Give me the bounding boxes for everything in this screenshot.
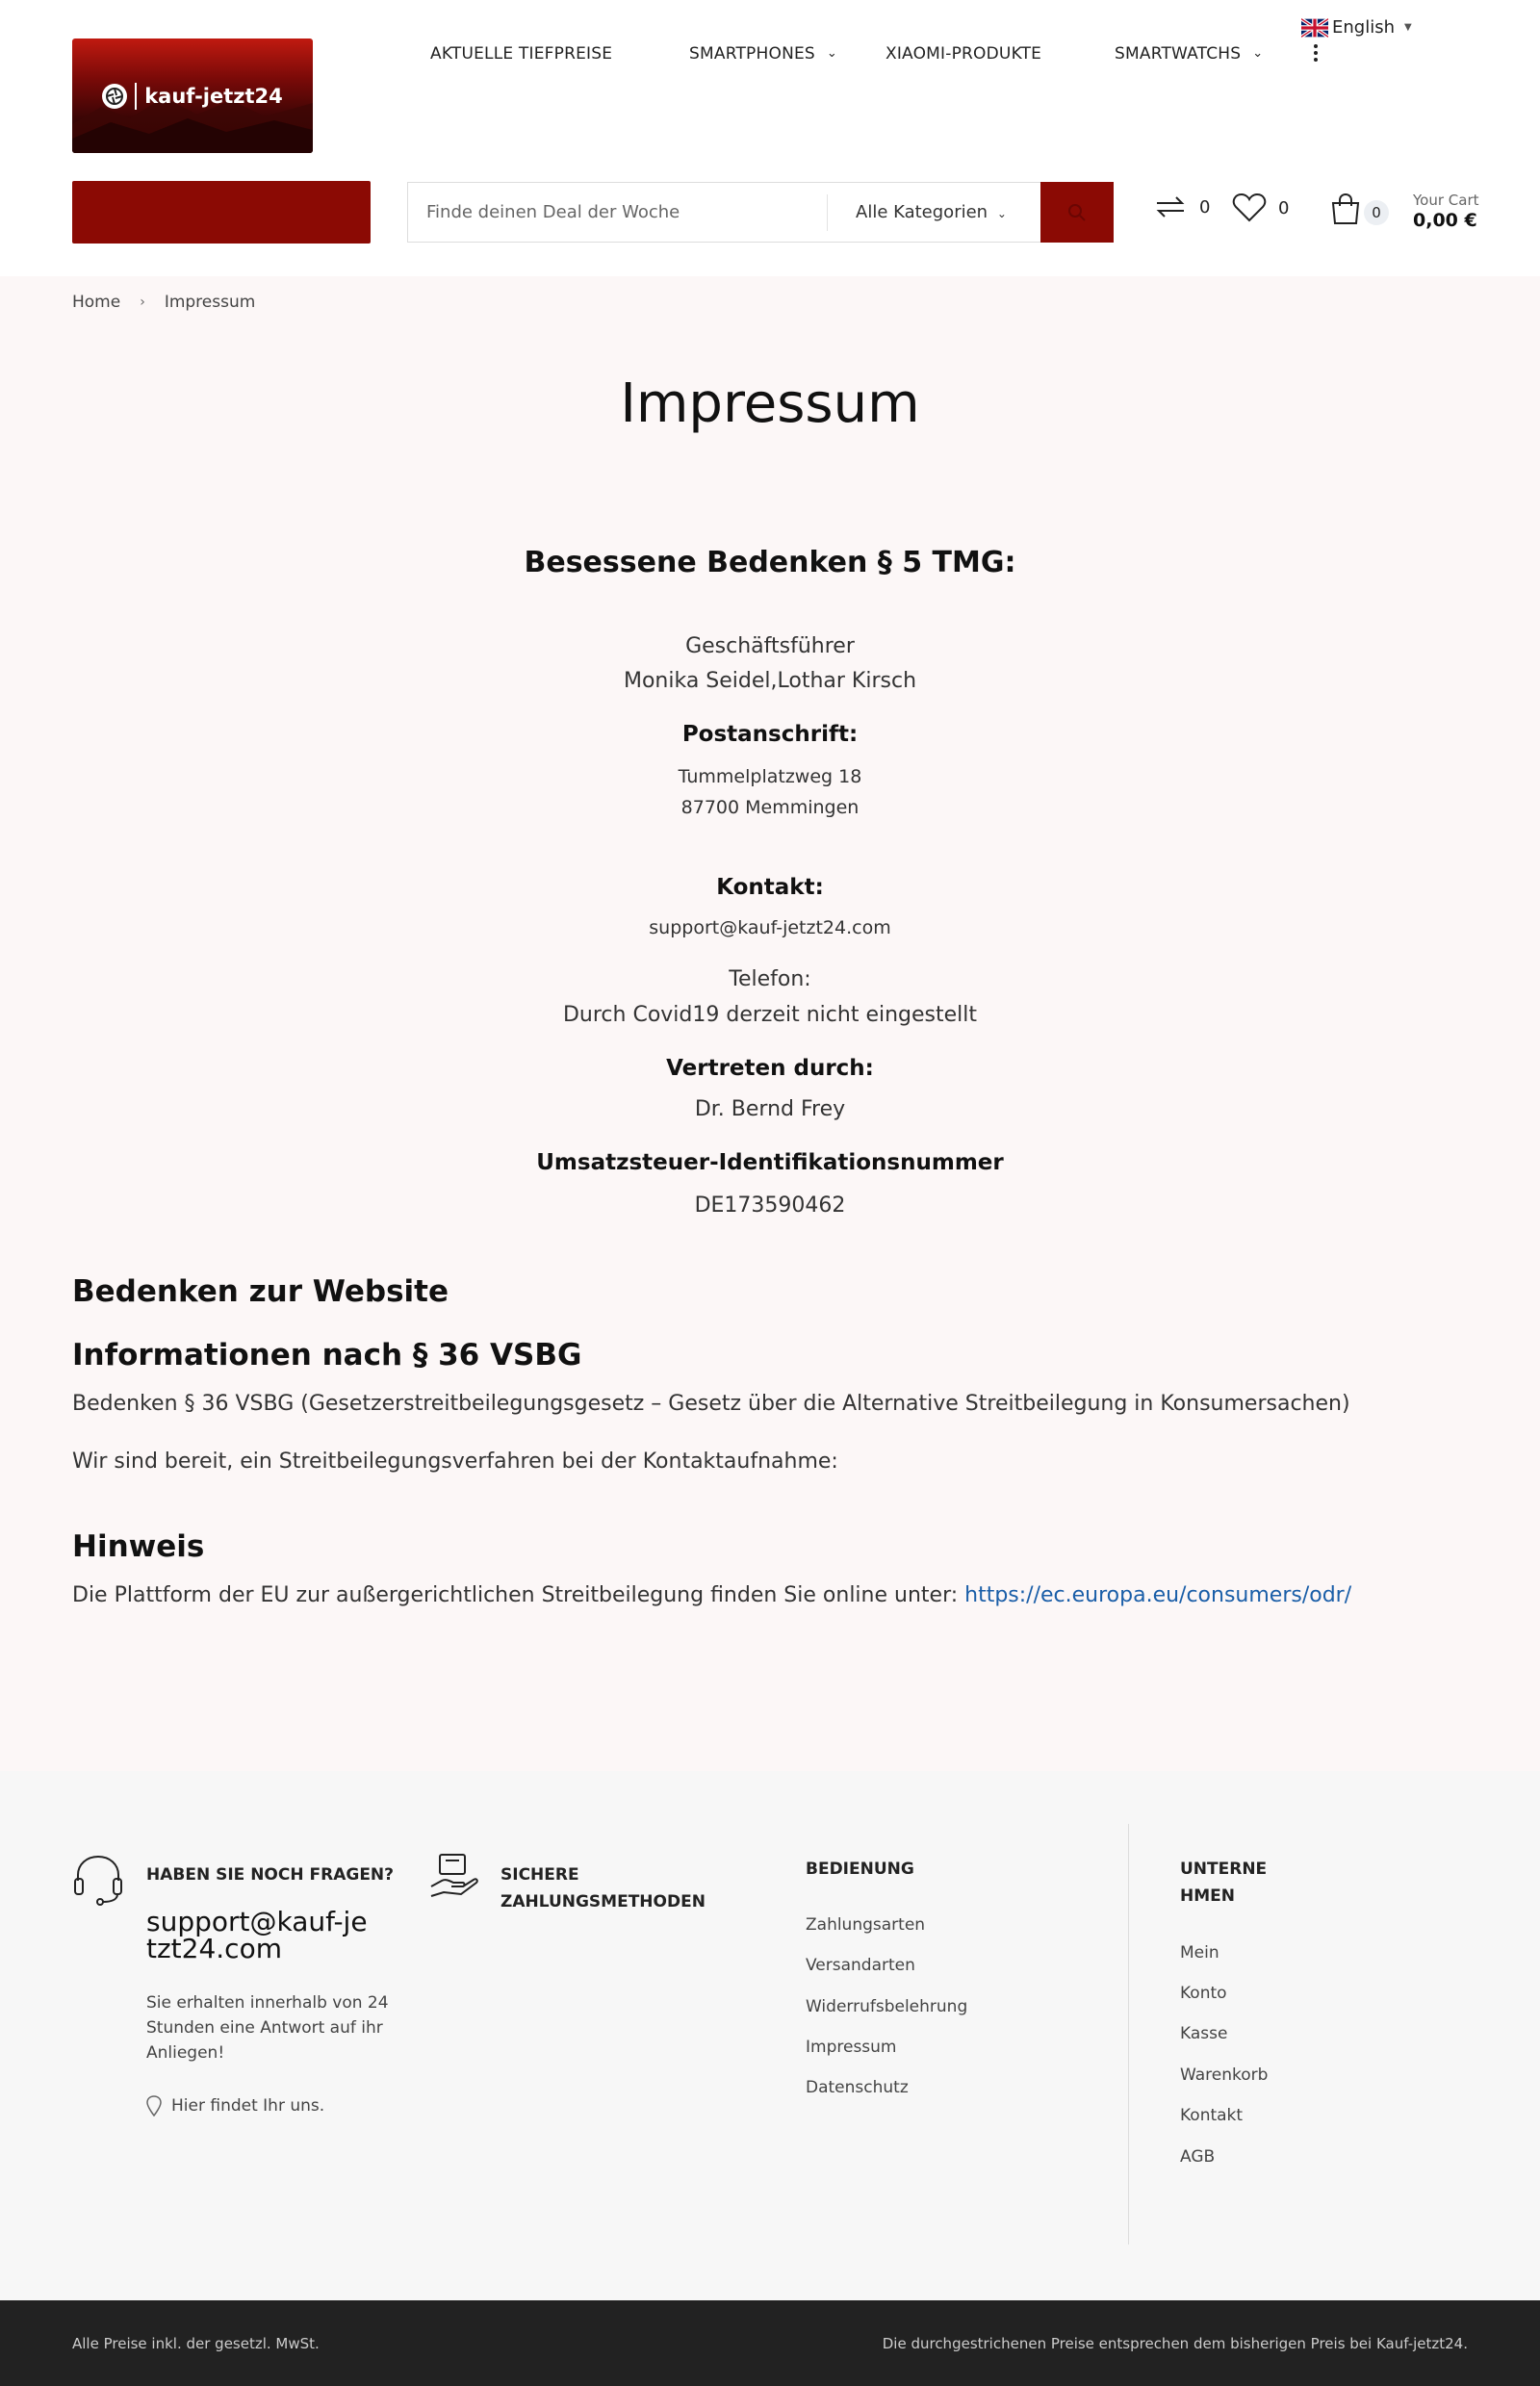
price-notice: Die durchgestrichenen Preise entsprechen dem bisherigen Preis bei Kauf-jetzt24. <box>882 2335 1468 2352</box>
contact-label: Kontakt: <box>716 875 824 900</box>
hint-paragraph <box>72 1583 1351 1607</box>
search-category-select[interactable]: Alle Kategorien ⌄ <box>856 202 1007 222</box>
footer-link-konto[interactable]: Konto <box>1180 1984 1227 2003</box>
payment-title: SICHERE ZAHLUNGSMETHODEN <box>500 1865 706 1911</box>
headset-icon <box>72 1854 124 1906</box>
footer-link-zahlungsarten[interactable]: Zahlungsarten <box>806 1915 926 1935</box>
postal-label: Postanschrift: <box>681 722 859 747</box>
footer-link-impressum[interactable]: Impressum <box>806 2038 897 2057</box>
site-footer <box>0 1771 1540 2300</box>
shutter-icon <box>102 84 127 109</box>
language-label: English <box>1332 17 1395 38</box>
shopping-bag-icon <box>1330 192 1361 225</box>
wishlist-count: 0 <box>1278 197 1290 218</box>
website-heading: Bedenken zur Website <box>72 1274 449 1309</box>
chevron-down-icon: ⌄ <box>996 207 1007 220</box>
street: Tummelplatzweg 18 <box>678 766 862 787</box>
find-us-link[interactable]: Hier findet Ihr uns. <box>146 2095 324 2117</box>
vat-notice: Alle Preise inkl. der gesetzl. MwSt. <box>72 2335 320 2352</box>
categories-button[interactable] <box>72 181 371 244</box>
ceo-label: Geschäftsführer <box>685 634 855 658</box>
main-content <box>0 276 1540 1771</box>
wishlist-link[interactable] <box>1232 192 1289 223</box>
logo-divider <box>135 83 137 110</box>
map-pin-icon <box>146 2095 162 2117</box>
breadcrumb-home[interactable]: Home <box>72 293 121 312</box>
secure-payment-icon <box>428 1852 480 1904</box>
section-heading: Besessene Bedenken § 5 TMG: <box>524 546 1016 579</box>
page-title: Impressum <box>620 372 920 435</box>
heart-icon <box>1232 192 1267 223</box>
reply-text: Sie erhalten innerhalb von 24 Stunden eine Antwort auf ihr Anliegen! <box>146 1993 389 2063</box>
vsbg-heading: Informationen nach § 36 VSBG <box>72 1338 582 1373</box>
chevron-down-icon: ⌄ <box>826 46 838 61</box>
vat-value: DE173590462 <box>694 1193 846 1218</box>
representative-name: Dr. Bernd Frey <box>694 1097 846 1121</box>
site-header <box>0 0 1540 276</box>
ceo-names: Monika Seidel,Lothar Kirsch <box>623 669 917 693</box>
service-title: BEDIENUNG <box>806 1860 914 1879</box>
footer-divider <box>1128 1824 1129 2245</box>
bottom-bar <box>0 2300 1540 2386</box>
language-selector[interactable] <box>1301 17 1412 38</box>
compare-link[interactable] <box>1153 192 1210 221</box>
site-logo[interactable] <box>72 38 313 153</box>
cart-label: Your Cart <box>1413 192 1479 209</box>
vsbg-text-2: Wir sind bereit, ein Streitbeilegungsverfahren bei der Kontaktaufnahme: <box>72 1450 838 1474</box>
nav-item-smartwatchs[interactable]: SMARTWATCHS ⌄ <box>1115 44 1264 64</box>
footer-link-versandarten[interactable]: Versandarten <box>806 1956 915 1975</box>
search-icon <box>1067 203 1087 222</box>
compare-icon <box>1153 192 1188 221</box>
city: 87700 Memmingen <box>680 797 860 818</box>
footer-link-datenschutz[interactable]: Datenschutz <box>806 2078 909 2097</box>
search-divider <box>827 194 828 231</box>
footer-link-warenkorb[interactable]: Warenkorb <box>1180 2065 1269 2085</box>
questions-title: HABEN SIE NOCH FRAGEN? <box>146 1865 395 1885</box>
cart-count-badge: 0 <box>1364 200 1389 225</box>
footer-link-mein[interactable]: Mein <box>1180 1943 1219 1963</box>
caret-down-icon: ▼ <box>1404 22 1412 33</box>
nav-item-smartphones[interactable]: SMARTPHONES ⌄ <box>689 44 838 64</box>
cart-total: 0,00 € <box>1413 210 1477 231</box>
footer-link-kasse[interactable]: Kasse <box>1180 2024 1228 2043</box>
search-button[interactable] <box>1040 182 1114 243</box>
breadcrumb <box>72 293 255 312</box>
footer-email[interactable]: support@kauf-jetzt24.com <box>146 1906 368 1964</box>
uk-flag-icon <box>1301 18 1328 38</box>
odr-link[interactable]: https://ec.europa.eu/consumers/odr/ <box>964 1583 1352 1607</box>
phone-value: Durch Covid19 derzeit nicht eingestellt <box>562 1003 978 1027</box>
contact-email[interactable]: support@kauf-jetzt24.com <box>649 917 891 938</box>
footer-link-widerruf[interactable]: Widerrufsbelehrung <box>806 1997 968 2016</box>
hint-text: Die Plattform der EU zur außergerichtlichen Streitbeilegung finden Sie online unter: <box>72 1583 959 1607</box>
hint-heading: Hinweis <box>72 1529 205 1564</box>
compare-count: 0 <box>1199 196 1211 218</box>
vsbg-text: Bedenken § 36 VSBG (Gesetzerstreitbeilegungsgesetz – Gesetz über die Alternative Streitbeilegung in Konsumersachen) <box>72 1392 1350 1416</box>
cart-link[interactable] <box>1330 192 1361 225</box>
nav-item-tiefpreise[interactable]: AKTUELLE TIEFPREISE <box>430 44 613 64</box>
representative-label: Vertreten durch: <box>666 1056 874 1081</box>
more-menu-icon[interactable] <box>1312 44 1320 64</box>
breadcrumb-current: Impressum <box>164 293 256 312</box>
search-bar <box>407 182 1040 243</box>
logo-content <box>72 38 313 153</box>
vat-label: Umsatzsteuer-Identifikationsnummer <box>536 1150 1004 1175</box>
footer-link-kontakt[interactable]: Kontakt <box>1180 2106 1244 2125</box>
breadcrumb-separator: › <box>140 295 145 310</box>
company-title: UNTERNEHMEN <box>1180 1860 1268 1906</box>
phone-label: Telefon: <box>729 967 811 991</box>
logo-text: kauf-jetzt24 <box>144 84 283 108</box>
footer-link-agb[interactable]: AGB <box>1180 2147 1216 2167</box>
nav-item-xiaomi[interactable]: XIAOMI-PRODUKTE <box>886 44 1042 64</box>
search-input[interactable] <box>408 183 827 242</box>
chevron-down-icon: ⌄ <box>1252 46 1264 61</box>
